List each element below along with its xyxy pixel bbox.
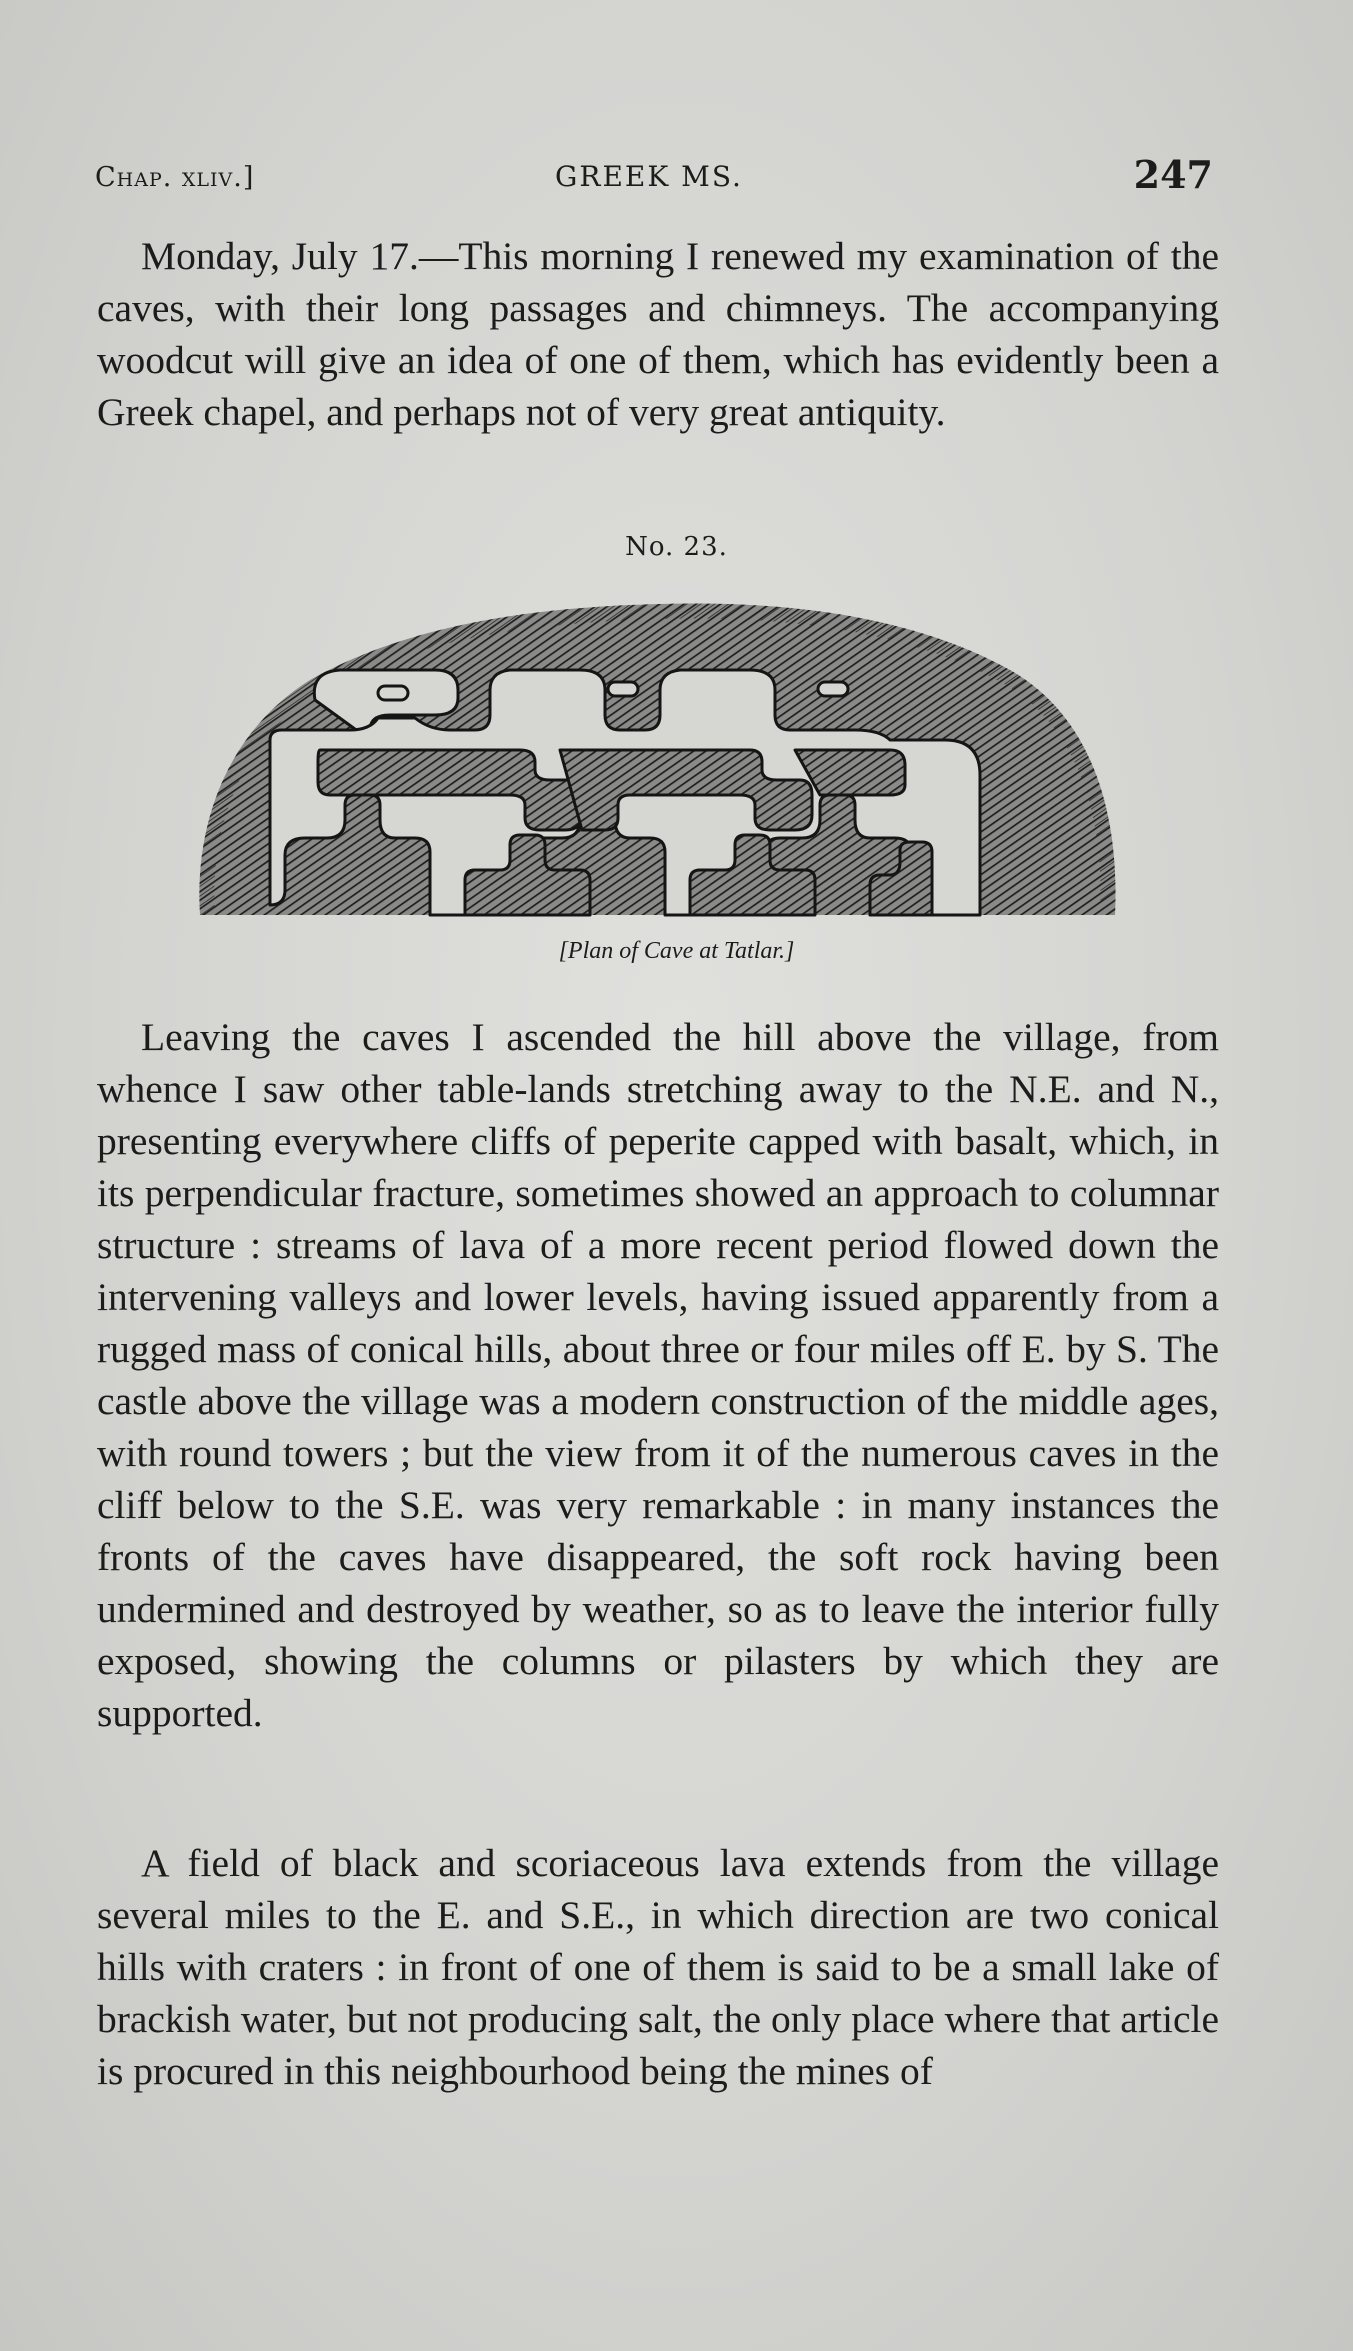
chapter-reference: Chap. xliv.] <box>95 162 255 193</box>
paragraph-1 <box>97 230 1219 438</box>
paragraph-text: Leaving the caves I ascended the hill above the village, from whence I saw other table-lands stretching away to the N.E. and N., presenting everywhere cliffs of peperite capped with basalt, which, in its perpendicular fracture, sometimes showed an approach to columnar structure : streams of lava of a more recent period flowed down the intervening valleys and lower levels, having issued apparently from a rugged mass of conical hills, about three or four miles off E. by S. The castle above the village was a modern construction of the middle ages, with round towers ; but the view from it of the numerous caves in the cliff below to the S.E. was very remarkable : in many instances the fronts of the caves have disappeared, the soft rock having been undermined and destroyed by weather, so as to leave the interior fully exposed, showing the columns or pilasters by which they are supported. <box>97 1015 1219 1735</box>
cave-plan-woodcut-icon <box>190 590 1125 925</box>
paragraph-2 <box>97 1011 1219 1739</box>
page-number: 247 <box>1133 152 1213 197</box>
running-header <box>95 152 1213 202</box>
running-title: GREEK MS. <box>555 160 743 193</box>
paragraph-3 <box>97 1837 1219 2097</box>
paragraph-text: A field of black and scoriaceous lava extends from the village several miles to the E. and S.E., in which direction are two conical hills with craters : in front of one of them is said to be a small lake of brackish water, but not producing salt, the only place where that article is procured in this neighbourhood being the mines of <box>97 1841 1219 2093</box>
figure-caption: [Plan of Cave at Tatlar.] <box>558 938 795 964</box>
paragraph-text: Monday, July 17.—This morning I renewed my examination of the caves, with their long passages and chimneys. The accompanying woodcut will give an idea of one of them, which has evidently been a Greek chapel, and perhaps not of very great antiquity. <box>97 234 1219 434</box>
figure-number: No. 23. <box>625 532 728 562</box>
